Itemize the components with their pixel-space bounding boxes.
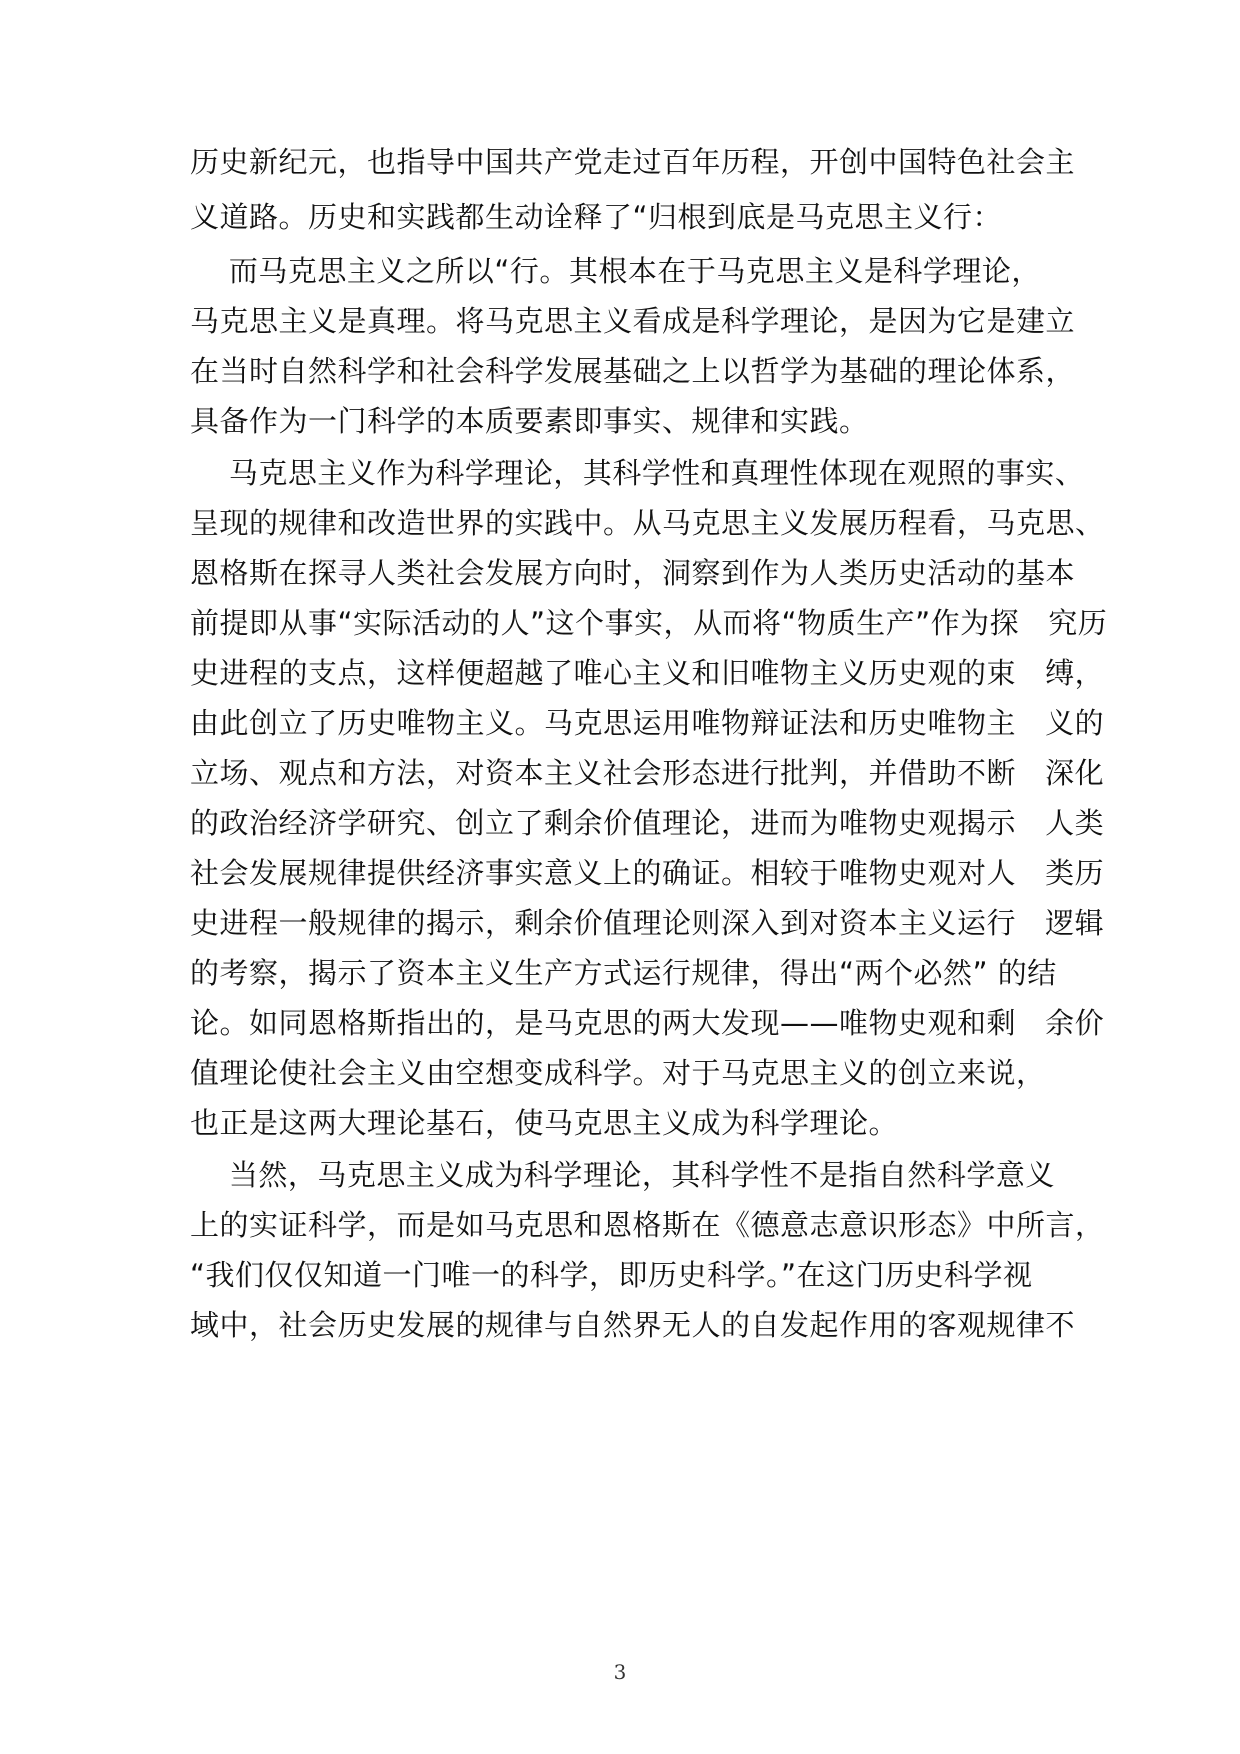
text-line-7: 马克思主义作为科学理论，其科学性和真理性体现在观照的事实、 bbox=[190, 456, 1085, 490]
text-line-9: 恩格斯在探寻人类社会发展方向时，洞察到作为人类历史活动的基本 bbox=[190, 556, 1076, 590]
text-line-11: 史进程的支点，这样便超越了唯心主义和旧唯物主义历史观的束 缚， bbox=[190, 656, 1105, 690]
text-line-5: 在当时自然科学和社会科学发展基础之上以哲学为基础的理论体系， bbox=[190, 354, 1076, 388]
text-line-3: 而马克思主义之所以“行。其根本在于马克思主义是科学理论， bbox=[190, 254, 1041, 288]
text-line-13: 立场、观点和方法，对资本主义社会形态进行批判，并借助不断 深化 bbox=[190, 756, 1105, 790]
text-line-21: 当然，马克思主义成为科学理论，其科学性不是指自然科学意义 bbox=[190, 1158, 1055, 1192]
text-line-14: 的政治经济学研究、创立了剩余价值理论，进而为唯物史观揭示 人类 bbox=[190, 806, 1105, 840]
text-line-22: 上的实证科学，而是如马克思和恩格斯在《德意志意识形态》中所言， bbox=[190, 1208, 1105, 1242]
text-line-12: 由此创立了历史唯物主义。马克思运用唯物辩证法和历史唯物主 义的 bbox=[190, 706, 1105, 740]
text-line-2: 义道路。历史和实践都生动诠释了“归根到底是马克思主义行： bbox=[190, 200, 1003, 234]
text-line-6: 具备作为一门科学的本质要素即事实、规律和实践。 bbox=[190, 404, 869, 438]
text-line-16: 史进程一般规律的揭示，剩余价值理论则深入到对资本主义运行 逻辑 bbox=[190, 906, 1105, 940]
text-line-4: 马克思主义是真理。将马克思主义看成是科学理论，是因为它是建立 bbox=[190, 304, 1076, 338]
page-number: 3 bbox=[613, 1660, 627, 1684]
text-line-17: 的考察，揭示了资本主义生产方式运行规律，得出“两个必然” 的结 bbox=[190, 956, 1057, 990]
text-line-15: 社会发展规律提供经济事实意义上的确证。相较于唯物史观对人 类历 bbox=[190, 856, 1105, 890]
text-line-19: 值理论使社会主义由空想变成科学。对于马克思主义的创立来说， bbox=[190, 1056, 1046, 1090]
text-line-10: 前提即从事“实际活动的人”这个事实，从而将“物质生产”作为探 究历 bbox=[190, 606, 1108, 640]
text-line-8: 呈现的规律和改造世界的实践中。从马克思主义发展历程看，马克思、 bbox=[190, 506, 1105, 540]
text-line-23: “我们仅仅知道一门唯一的科学，即历史科学。”在这门历史科学视 bbox=[190, 1258, 1033, 1292]
text-line-20: 也正是这两大理论基石，使马克思主义成为科学理论。 bbox=[190, 1106, 899, 1140]
text-line-1: 历史新纪元，也指导中国共产党走过百年历程，开创中国特色社会主 bbox=[190, 145, 1076, 179]
text-line-18: 论。如同恩格斯指出的，是马克思的两大发现——唯物史观和剩 余价 bbox=[190, 1006, 1105, 1040]
text-line-24: 域中，社会历史发展的规律与自然界无人的自发起作用的客观规律不 bbox=[190, 1308, 1076, 1342]
